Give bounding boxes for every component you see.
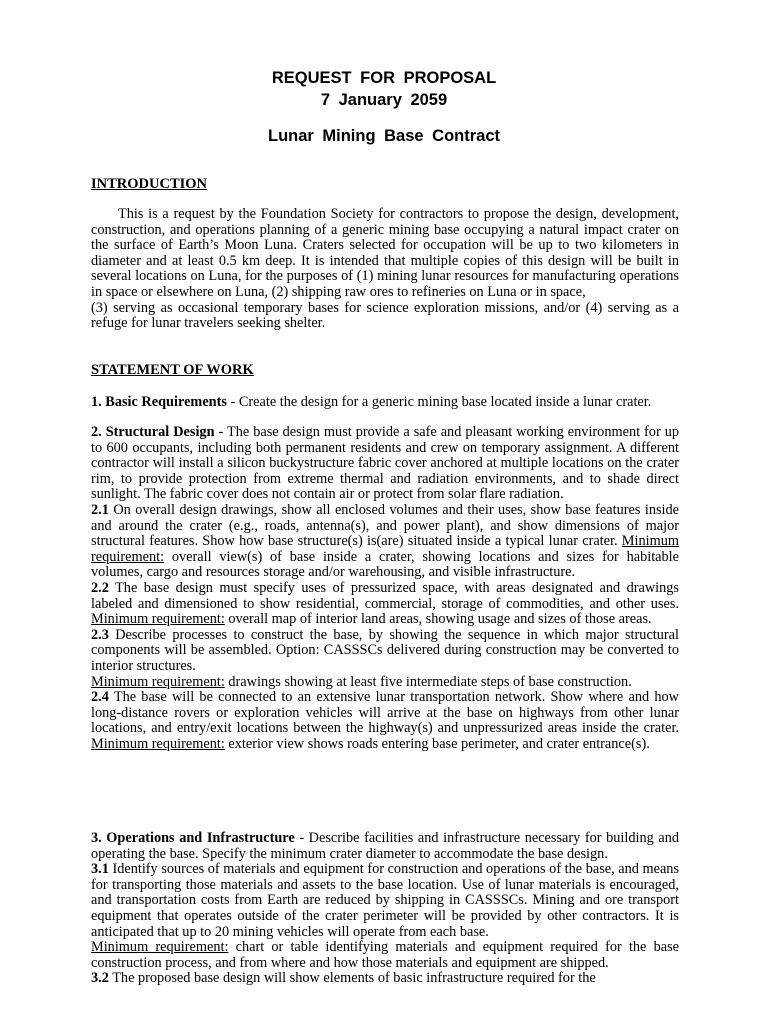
section-3-2-text: The proposed base design will show elements of basic infrastructure required for the: [108, 970, 596, 987]
section-3: [91, 831, 679, 987]
document-subtitle: Lunar Mining Base Contract: [267, 127, 501, 145]
section-3-1-min-text: chart or table identifying materials and equipment required for the base construction process, and from where and how those materials and equipment are shipped.: [91, 939, 679, 971]
section-3-1-min-label: Minimum requirement:: [91, 939, 229, 956]
section-2-1-min-label: Minimum requirement:: [91, 533, 679, 565]
section-1: [91, 395, 679, 411]
document-title: REQUEST FOR PROPOSAL: [271, 69, 497, 87]
section-2-3-min-label: Minimum requirement:: [91, 673, 225, 690]
section-3-text: - Describe facilities and infrastructure necessary for building and operating the base. Specify the minimum crater diameter to accommodate the base design.: [91, 830, 679, 862]
section-2-2-number: 2.2: [91, 579, 109, 596]
section-1-label: 1. Basic Requirements: [91, 394, 227, 410]
section-3-1-text: Identify sources of materials and equipment for construction and operations of the base, and means for transporting those materials and assets to the base location. Use of lunar materials is encouraged, and transportation costs from Earth are reduced by shipping in CASSSCs. Mining and ore transport equipment that operates outside of the crater perimeter will be provided by other contractors. It is anticipated that up to 20 mining vehicles will operate from each base.: [91, 861, 679, 940]
section-1-text: - Create the design for a generic mining base located inside a lunar crater.: [226, 394, 652, 410]
section-3-2-number: 3.2: [91, 970, 109, 987]
section-2-3-text: Describe processes to construct the base, by showing the sequence in which major structural components will be assembled. Option: CASSSCs delivered during construction may be converted to interior structures.: [91, 626, 679, 674]
section-2-3-number: 2.3: [91, 626, 109, 643]
introduction-heading: INTRODUCTION: [91, 176, 208, 192]
section-2-4-text: The base will be connected to an extensive lunar transportation network. Show where and how long-distance rovers or exploration vehicles will arrive at the base on highways from other lunar locations, and entry/exit locations between the highway(s) and unpressurized areas inside the crater.: [91, 689, 679, 737]
introduction-paragraph-continued: (3) serving as occasional temporary bases for science exploration missions, and/or (4) serving as a refuge for lunar travelers seeking shelter.: [91, 299, 679, 332]
section-2-text: - The base design must provide a safe and pleasant working environment for up to 600 occupants, including both permanent residents and crew on temporary assignment. A different contractor will install a silicon buckystructure fabric cover anchored at multiple locations on the crater rim, to provide protection from extreme thermal and radiation environments, and to shade direct sunlight. The fabric cover does not contain air or protect from solar flare radiation.: [91, 424, 680, 503]
section-2-2-min-label: Minimum requirement:: [91, 611, 225, 628]
section-2-4-min-label: Minimum requirement:: [91, 735, 225, 752]
section-2-1-min-text: overall view(s) of base inside a crater, showing locations and sizes for habitable volumes, cargo and resources storage and/or warehousing, and visible infrastructure.: [91, 548, 679, 581]
section-2-4-number: 2.4: [91, 689, 109, 706]
section-2-1-text: On overall design drawings, show all enclosed volumes and their uses, show base features inside and around the crater (e.g., roads, antenna(s), and power plant), and show dimensions of major structural features. Show how base structure(s) is(are) situated inside a typical lunar crater.: [91, 501, 679, 550]
introduction-paragraph: This is a request by the Foundation Society for contractors to propose the design, development, construction, and operations planning of a generic mining base occupying a natural impact crater on the surface of Earth’s Moon Luna. Craters selected for occupation will be up to two kilometers in diameter and at least 0.5 km deep. It is intended that multiple copies of this design will be built in several locations on Luna, for the purposes of (1) mining lunar resources for manufacturing operations in space or elsewhere on Luna, (2) shipping raw ores to refineries on Luna or in space,: [91, 206, 679, 300]
section-2-4-min-text: exterior view shows roads entering base perimeter, and crater entrance(s).: [224, 735, 650, 752]
section-3-1-number: 3.1: [91, 861, 109, 878]
section-3-label: 3. Operations and Infrastructure: [91, 830, 295, 846]
section-2-1-number: 2.1: [91, 501, 109, 518]
section-2-3-min-text: drawings showing at least five intermediate steps of base construction.: [224, 673, 632, 690]
section-2: [91, 425, 679, 752]
statement-of-work-heading: STATEMENT OF WORK: [91, 362, 254, 378]
introduction-body: [91, 207, 679, 332]
document-date: 7 January 2059: [320, 91, 448, 109]
section-2-2-min-text: overall map of interior land areas, showing usage and sizes of those areas.: [224, 611, 652, 628]
section-2-label: 2. Structural Design: [91, 424, 215, 440]
section-2-2-text: The base design must specify uses of pressurized space, with areas designated and drawings labeled and dimensioned to show residential, commercial, storage of commodities, and other uses.: [91, 579, 679, 612]
